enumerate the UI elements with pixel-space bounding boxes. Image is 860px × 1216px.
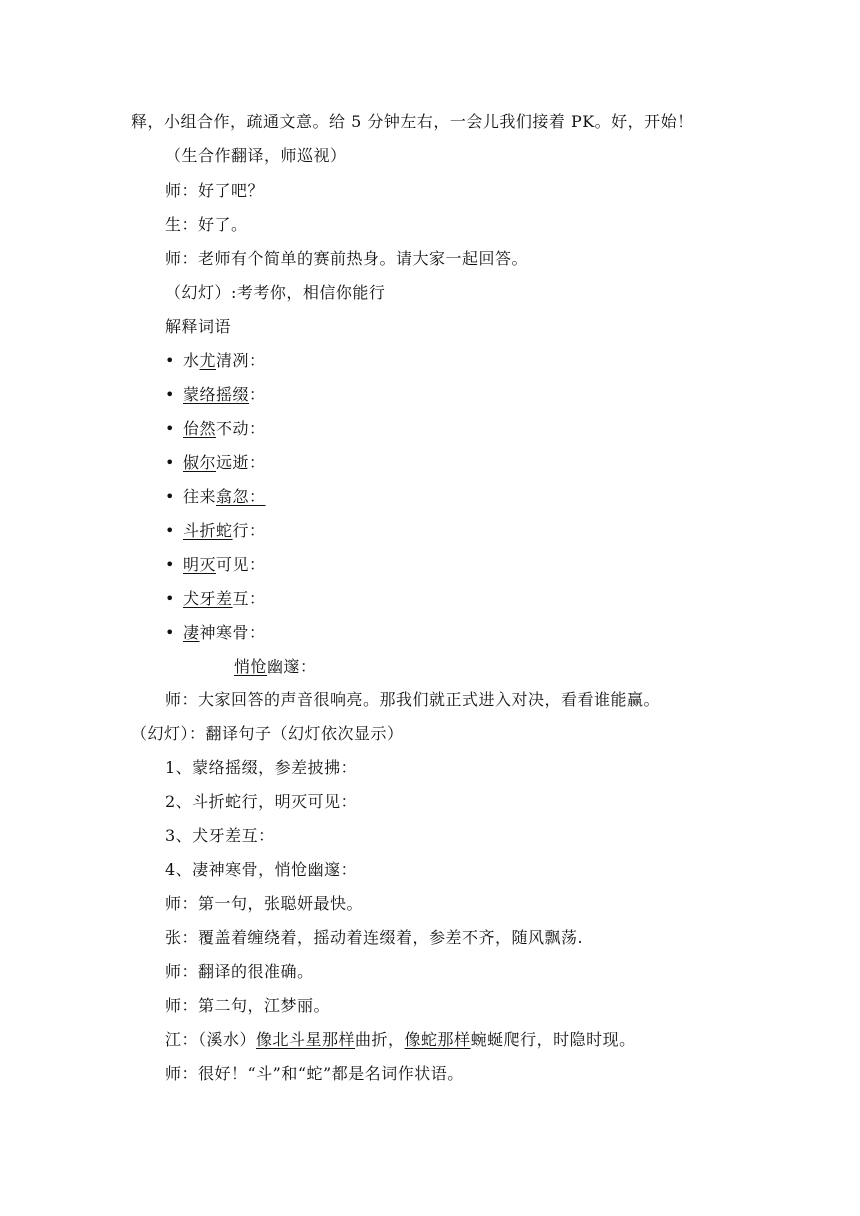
list-item: • 斗折蛇行：	[165, 521, 266, 540]
bullet-icon: •	[165, 589, 175, 608]
list-item: • 水尤清冽：	[165, 351, 266, 370]
list-item: • 俶尔远逝：	[165, 453, 266, 472]
student-answer: 江：（溪水）像北斗星那样曲折，像蛇那样蜿蜒爬行，时隐时现。	[165, 1030, 636, 1049]
sentence-item: 1、蒙络摇缀，参差披拂：	[165, 758, 358, 777]
teacher-line: 师：大家回答的声音很响亮。那我们就正式进入对决，看看谁能赢。	[165, 690, 661, 709]
teacher-line: 师：翻译的很准确。	[165, 962, 314, 981]
sentence-item: 2、斗折蛇行，明灭可见：	[165, 792, 358, 811]
bullet-icon: •	[165, 487, 175, 506]
sentence-item: 3、犬牙差互：	[165, 826, 275, 845]
bullet-icon: •	[165, 555, 175, 574]
sentence-item: 4、凄神寒骨，悄怆幽邃：	[165, 860, 358, 879]
list-item-indented: 悄怆幽邃：	[234, 657, 317, 676]
teacher-line: 师：第二句，江梦丽。	[165, 996, 331, 1015]
student-answer: 张：覆盖着缠绕着，摇动着连缀着，参差不齐，随风飘荡.	[165, 928, 584, 947]
teacher-line: 师：老师有个简单的赛前热身。请大家一起回答。	[165, 249, 529, 268]
teacher-line: 师：好了吧？	[165, 181, 265, 200]
list-item: • 蒙络摇缀：	[165, 385, 266, 404]
list-item: • 犬牙差互：	[165, 589, 266, 608]
list-item: • 往来翕忽：	[165, 487, 266, 506]
stage-note: （生合作翻译，师巡视）	[165, 146, 347, 165]
bullet-icon: •	[165, 419, 175, 438]
section-title: 解释词语	[165, 317, 232, 336]
bullet-icon: •	[165, 351, 175, 370]
slide-note: （幻灯）：翻译句子（幻灯依次显示）	[131, 724, 404, 743]
bullet-icon: •	[165, 453, 175, 472]
list-item: • 凄神寒骨：	[165, 623, 266, 642]
slide-note: （幻灯）:考考你，相信你能行	[165, 283, 386, 302]
bullet-icon: •	[165, 623, 175, 642]
student-line: 生：好了。	[165, 215, 248, 234]
bullet-icon: •	[165, 385, 175, 404]
teacher-line: 师：第一句，张聪妍最快。	[165, 894, 364, 913]
list-item: • 明灭可见：	[165, 555, 266, 574]
paragraph-continuation: 释，小组合作，疏通文意。给 5 分钟左右，一会儿我们接着 PK。好，开始！	[131, 112, 694, 131]
list-item: • 佁然不动：	[165, 419, 266, 438]
teacher-line: 师：很好！“斗”和“蛇”都是名词作状语。	[165, 1064, 464, 1083]
bullet-icon: •	[165, 521, 175, 540]
